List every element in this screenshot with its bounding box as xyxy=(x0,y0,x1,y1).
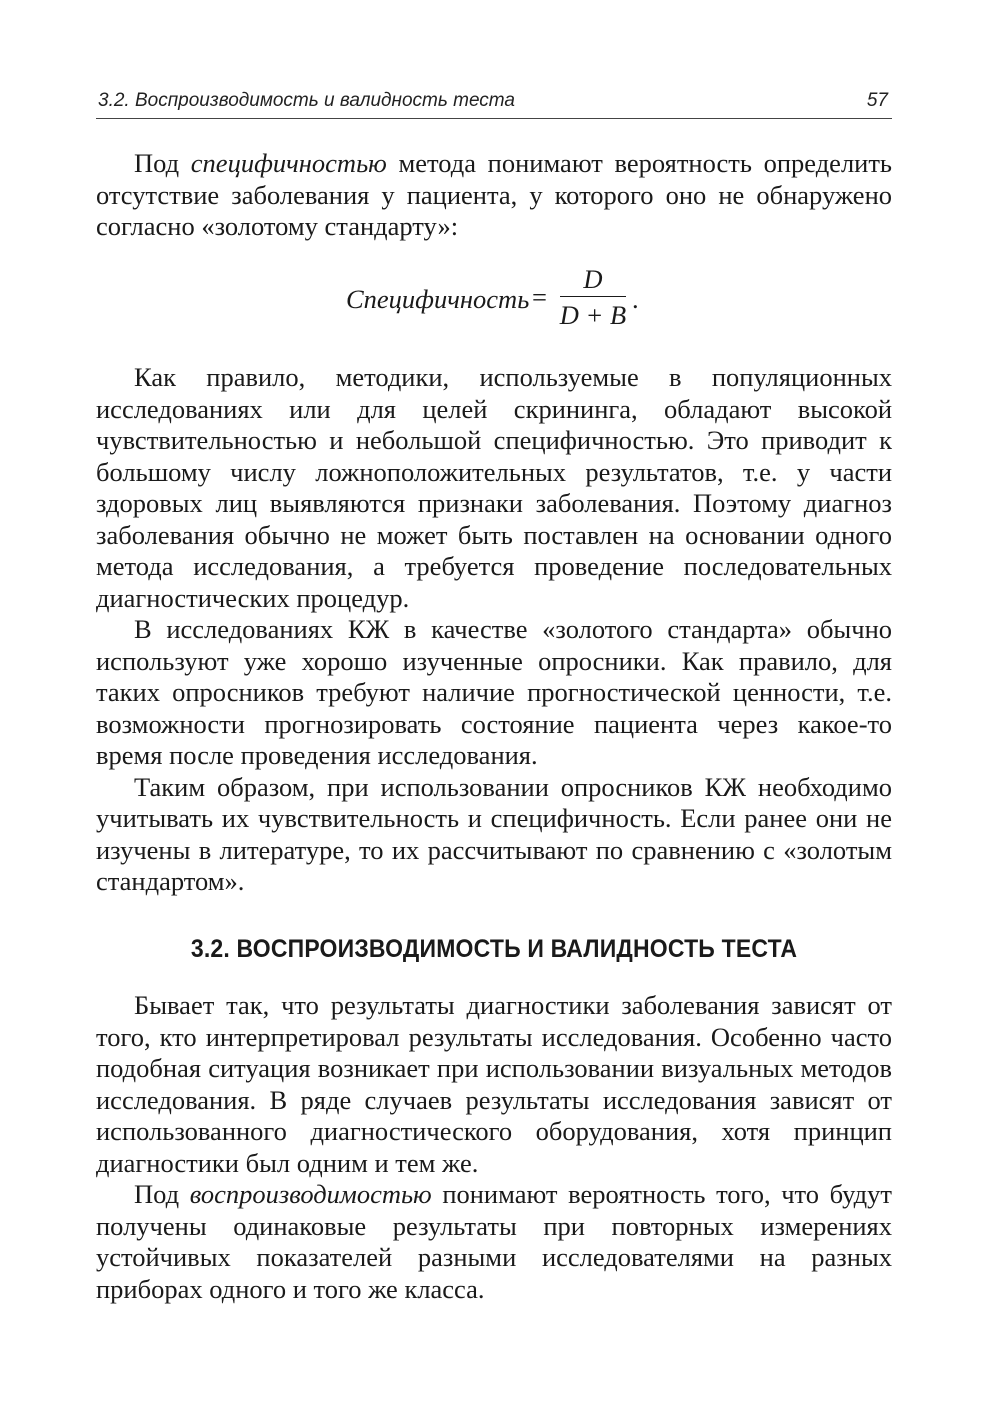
formula-denominator: D + B xyxy=(559,300,627,330)
text-block-reproducibility xyxy=(96,990,892,1305)
paragraph-conclusion: Таким образом, при использовании опросников КЖ необходимо учитывать их чувствительность и специфичность. Если ранее они не изучены в литературе, то их рассчитывают по сравнению с «золотым стандартом». xyxy=(96,771,892,896)
paragraph-gold-standard: В исследованиях КЖ в качестве «золотого стандарта» обычно используют уже хорошо изученные опросники. Как правило, для таких опросников требуют наличие прогностической ценности, т.е. возможности прогнозировать состояние пациента через какое-то время после проведения исследования. xyxy=(96,614,892,770)
text-block-screening xyxy=(96,362,892,898)
section-heading: 3.2. ВОСПРОИЗВОДИМОСТЬ И ВАЛИДНОСТЬ ТЕСТА xyxy=(190,935,798,963)
formula-lhs: Специфичность xyxy=(346,284,530,314)
paragraph-screening: Как правило, методики, используемые в популяционных исследованиях или для целей скрининга, обладают высокой чувствительностью и небольшой специфичностью. Это приводит к большому числу ложноположительных результатов, т.е. у части здоровых лиц выявляются признаки заболевания. Поэтому диагноз заболевания обычно не может быть поставлен на основании одного метода исследования, а требуется проведение последовательных диагностических процедур. xyxy=(96,362,892,613)
term-specificity: специфичностью xyxy=(190,148,387,178)
paragraph-text: Под xyxy=(134,148,191,178)
formula-equals: = xyxy=(532,282,547,312)
formula-numerator: D xyxy=(583,264,603,294)
paragraph-specificity-definition xyxy=(96,148,892,243)
term-reproducibility: воспроизводимостью xyxy=(189,1179,432,1209)
text-block-specificity xyxy=(96,148,892,243)
paragraph-text: Под xyxy=(134,1179,190,1209)
specificity-formula xyxy=(346,262,646,342)
fraction-bar xyxy=(560,296,626,297)
running-header xyxy=(96,88,892,119)
formula-period: . xyxy=(632,284,639,314)
paragraph-interpretation: Бывает так, что результаты диагностики заболевания зависят от того, кто интерпретировал результаты исследования. Особенно часто подобная ситуация возникает при использовании визуальных методов исследования. В ряде случаев результаты исследования зависят от использованного диагностического оборудования, хотя принцип диагностики был одним и тем же. xyxy=(96,990,892,1178)
header-section-title: 3.2. Воспроизводимость и валидность теста xyxy=(98,90,515,111)
paragraph-text: понимают вероятность того, что будут получены одинаковые результаты при повторных измерениях устойчивых показателей разными исследователями на разных приборах одного и того же класса. xyxy=(96,1179,892,1304)
page-number: 57 xyxy=(866,90,888,111)
paragraph-reproducibility-definition xyxy=(96,1179,892,1305)
paragraph-text: метода понимают вероятность определить отсутствие заболевания у пациента, у которого оно не обнаружено согласно «золотому стандарту»: xyxy=(96,148,893,241)
